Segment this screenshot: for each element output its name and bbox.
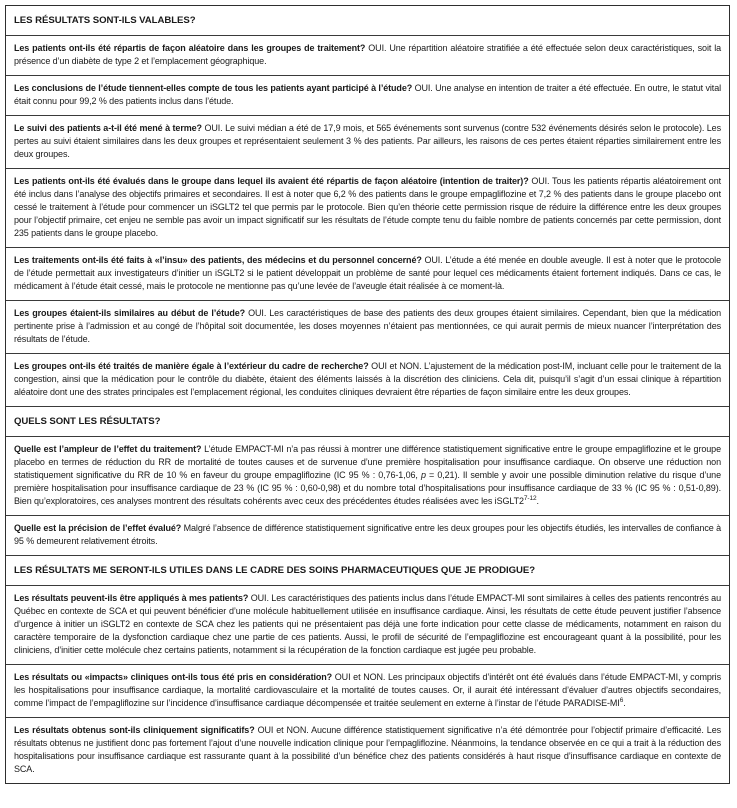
qa-applicability-text	[14, 592, 721, 657]
section-header-results	[6, 407, 729, 437]
section-header-usefulness	[6, 556, 729, 586]
qa-row-clinical-significance	[6, 718, 729, 783]
section-header-results-label: QUELS SONT LES RÉSULTATS?	[14, 416, 161, 427]
answer-effect-precision: Malgré l’absence de différence statistiquement significative entre les deux groupes pour les objectifs étudiés, les intervalles de confiance à 95 % demeurent relativement étroits.	[14, 523, 721, 546]
answer-blinding: OUI. L’étude a été menée en double aveugle. Il est à noter que le protocole de l’étude permettait aux investigateurs d’initier un iSGLT2 si le patient développait un problème de santé pour lequel ces médicaments étaient fortement indiqués. Dans ce cas, le médicament à l’étude était cessé, mais le protocole ne mentionne pas qu’une levée de l’aveugle était réalisée à ce moment-là.	[14, 255, 721, 291]
question-equal-treatment: Les groupes ont-ils été traités de manière égale à l’extérieur du cadre de recherche?	[14, 361, 369, 371]
answer-effect-size: L’étude EMPACT-MI n’a pas réussi à montrer une différence statistiquement significative entre le groupe empagliflozine et le groupe placebo en termes de réduction du RR de mortalité de toutes causes et de survenue d’une première hospitalisation pour insuffisance cardiaque. On observe une réduction non statistiquement significative du RR de 10 % en faveur du groupe empagliflozine (IC 95 % : 0,76-1,06, p = 0,21). Il semble y avoir une possible diminution relative du risque d’une première hospitalisation pour insuffisance cardiaque de 23 % (IC 95 % : 0,60-0,98) et du nombre total d’hospitalisations pour insuffisance cardiaque de 33 % (IC 95 % : 0,51-0,89). Bien qu’exploratoires, ces analyses montrent des résultats cohérents avec ceux des précédentes études réalisées avec les iSGLT2$^{7-12}$.	[14, 444, 721, 506]
qa-row-blinding	[6, 248, 729, 301]
question-follow-up: Le suivi des patients a-t-il été mené à terme?	[14, 123, 202, 133]
question-intention-to-treat: Les patients ont-ils été évalués dans le groupe dans lequel ils avaient été répartis de façon aléatoire (intention de traiter)?	[14, 176, 529, 186]
answer-follow-up: OUI. Le suivi médian a été de 17,9 mois, et 565 événements sont survenus (contre 532 événements désirés selon le protocole). Les pertes au suivi étaient similaires dans les deux groupes et représentaient seulement 3 % des patients. Par ailleurs, les raisons de ces pertes étaient réparties similairement entre les deux groupes.	[14, 123, 721, 159]
qa-effect-precision-text	[14, 522, 721, 548]
qa-row-equal-treatment	[6, 354, 729, 407]
question-blinding: Les traitements ont-ils été faits à «l’insu» des patients, des médecins et du personnel concerné?	[14, 255, 422, 265]
qa-clinical-significance-text	[14, 724, 721, 776]
qa-follow-up-text	[14, 122, 721, 161]
question-effect-precision: Quelle est la précision de l’effet évalué?	[14, 523, 182, 533]
qa-equal-treatment-text	[14, 360, 721, 399]
answer-all-patients-accounted: OUI. Une analyse en intention de traiter a été effectuée. En outre, le statut vital était connu pour 99,2 % des patients inclus dans l’étude.	[14, 83, 721, 106]
qa-row-randomization	[6, 36, 729, 76]
qa-row-applicability	[6, 586, 729, 665]
answer-clinical-impacts: OUI et NON. Les principaux objectifs d’intérêt ont été évalués dans l’étude EMPACT-MI, y compris les hospitalisations pour insuffisance cardiaque, la mortalité cardiovasculaire et la mortalité de toutes causes. Or, il aurait été intéressant d’évaluer d’autres objectifs secondaires, comme l’impact de l’empagliflozine sur l’incidence d’insuffisance cardiaque décompensée et traitée seulement en externe à l’instar de l’étude PARADISE-$MI^6$.	[14, 672, 721, 708]
question-randomization: Les patients ont-ils été répartis de façon aléatoire dans les groupes de traitement?	[14, 43, 366, 53]
qa-row-effect-precision	[6, 516, 729, 556]
qa-all-patients-text	[14, 82, 721, 108]
answer-intention-to-treat: OUI. Tous les patients répartis aléatoirement ont été inclus dans l’analyse des objectifs primaires et secondaires. Il est à noter que 6,2 % des patients dans le groupe empagliflozine et 7,2 % des patients dans le groupe placebo ont cessé le traitement à l’étude pour commencer un iSGLT2 tel que permis par le protocole. Bien qu’en théorie cette permission risque de réduire la différence entre les deux groupes pour l’objectif primaire, cet enjeu ne semble pas avoir un impact significatif sur les résultats de l’étude compte tenu du faible nombre de patients concernés par cette permission, dont 235 patients dans le groupe placebo.	[14, 176, 721, 238]
section-header-validity-label: LES RÉSULTATS SONT-ILS VALABLES?	[14, 15, 196, 26]
section-header-validity	[6, 6, 729, 36]
qa-row-all-patients-accounted	[6, 76, 729, 116]
answer-applicability: OUI. Les caractéristiques des patients inclus dans l’étude EMPACT-MI sont similaires à celles des patients rencontrés au Québec en contexte de SCA et qui peuvent bénéficier d’une molécule habituellement utilisée en insuffisance cardiaque. Ainsi, les résultats de cette étude peuvent justifier l’absence d’urgence à initier un iSGLT2 en contexte de SCA chez les patients qui ne présentaient pas déjà une forte indication pour cette classe de médicaments, notamment en raison du caractère temporaire de la dysfonction cardiaque chez une partie de ces patients. Aussi, le profil de sécurité de l’empagliflozine est encourageant quant à la possibilité, pour les cliniciens, d’initier cette molécule chez certains patients, notamment si la récupération de la fonction cardiaque est jugée peu probable.	[14, 593, 721, 655]
answer-equal-treatment: OUI et NON. L’ajustement de la médication post-IM, incluant celle pour le traitement de la congestion, ainsi que la médication pour le contrôle du diabète, étaient des éléments laissés à la discrétion des cliniciens. Cela dit, puisqu’il s’agit d’un essai clinique à répartition aléatoire dont une des strates principales est l’emplacement régional, les conduites cliniques devraient être réparties de façon similaire entre les deux groupes.	[14, 361, 721, 397]
question-applicability: Les résultats peuvent-ils être appliqués à mes patients?	[14, 593, 249, 603]
qa-row-effect-size	[6, 437, 729, 516]
qa-effect-size-text	[14, 443, 721, 508]
critical-appraisal-table	[5, 5, 730, 784]
qa-intention-to-treat-text	[14, 175, 721, 240]
qa-randomization-text	[14, 42, 721, 68]
question-clinical-significance: Les résultats obtenus sont-ils cliniquement significatifs?	[14, 725, 255, 735]
answer-baseline-similarity: OUI. Les caractéristiques de base des patients des deux groupes étaient similaires. Cependant, bien que la médication pertinente prise à l’admission et au congé de l’hôpital soit documentée, les doses moyennes n’étaient pas mentionnées, ce qui aurait permis de mieux nuancer l’interprétation des résultats de l’étude.	[14, 308, 722, 344]
qa-row-baseline-similarity	[6, 301, 729, 354]
qa-row-intention-to-treat	[6, 169, 729, 248]
question-all-patients-accounted: Les conclusions de l’étude tiennent-elles compte de tous les patients ayant participé à l’étude?	[14, 83, 413, 93]
qa-row-clinical-impacts	[6, 665, 729, 718]
section-header-usefulness-label: LES RÉSULTATS ME SERONT-ILS UTILES DANS LE CADRE DES SOINS PHARMACEUTIQUES QUE JE PRODIGUE?	[14, 565, 536, 576]
qa-row-follow-up	[6, 116, 729, 169]
question-effect-size: Quelle est l’ampleur de l’effet du traitement?	[14, 444, 202, 454]
answer-clinical-significance: OUI et NON. Aucune différence statistiquement significative n’a été démontrée pour l’objectif primaire d’efficacité. Les résultats obtenus ne justifient donc pas fortement l’ajout d’une nouvelle indication clinique pour l’empagliflozine. Néanmoins, la tendance observée en ce qui a trait à la réduction des hospitalisations pour insuffisance cardiaque est rassurante quant à la possibilité d’un bénéfice chez des patients considérés à haut risque d’insuffisance cardiaque en contexte de SCA.	[14, 725, 721, 774]
qa-baseline-similarity-text	[14, 307, 721, 346]
answer-randomization: OUI. Une répartition aléatoire stratifiée a été effectuée selon deux caractéristiques, soit la présence d’un diabète de type 2 et l’emplacement géographique.	[14, 43, 721, 66]
qa-blinding-text	[14, 254, 721, 293]
question-baseline-similarity: Les groupes étaient-ils similaires au début de l’étude?	[14, 308, 246, 318]
question-clinical-impacts: Les résultats ou «impacts» cliniques ont-ils tous été pris en considération?	[14, 672, 333, 682]
qa-clinical-impacts-text	[14, 671, 721, 710]
